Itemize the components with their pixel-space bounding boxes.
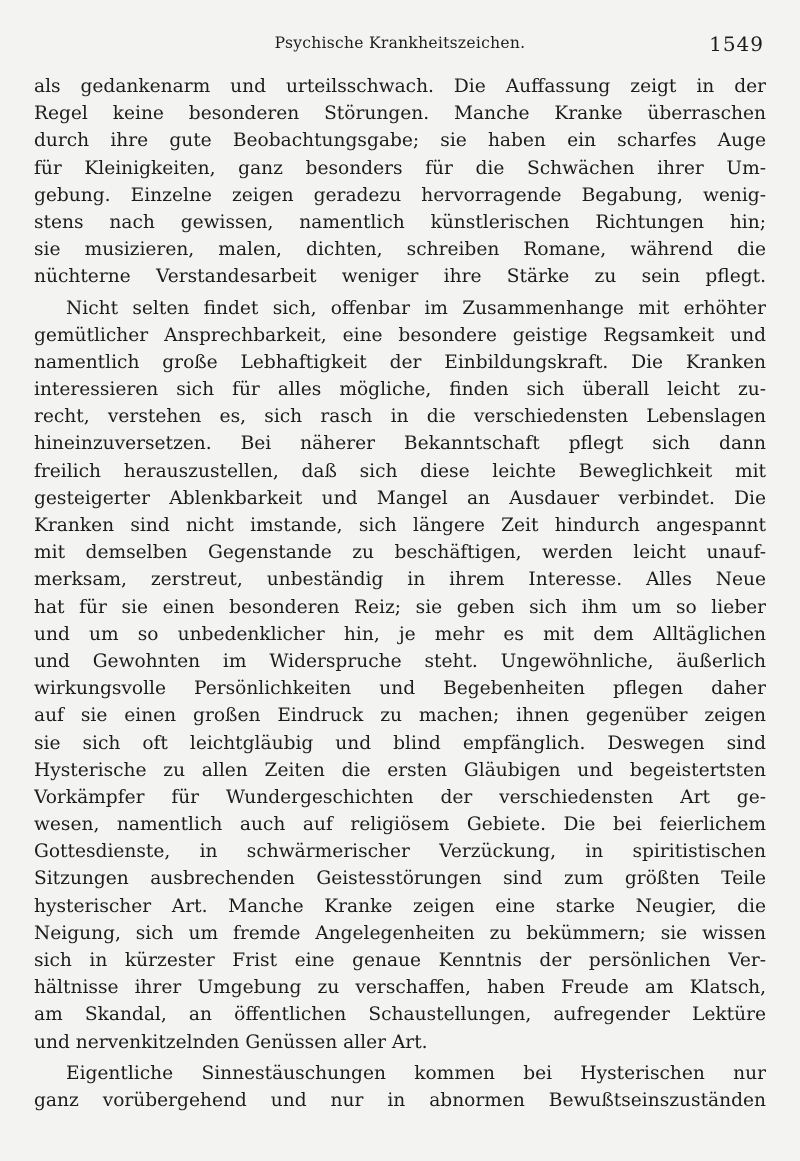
- text-line: nüchterne Verstandesarbeit weniger ihre Stärke zu sein pflegt.: [34, 266, 766, 288]
- text-line: und um so unbedenklicher hin, je mehr es mit dem Alltäglichen: [34, 623, 766, 645]
- text-line: Kranken sind nicht imstande, sich längere Zeit hindurch angespannt: [34, 515, 766, 536]
- text-line: stens nach gewissen, namentlich künstlerischen Richtungen hin;: [34, 211, 766, 233]
- text-line: gemütlicher Ansprechbarkeit, eine besondere geistige Regsamkeit und: [34, 324, 766, 346]
- text-line: sich in kürzester Frist eine genaue Kenntnis der persönlichen Ver-: [34, 950, 766, 971]
- text-line: Gottesdienste, in schwärmerischer Verzückung, in spiritistischen: [34, 841, 766, 863]
- text-line: und nervenkitzelnden Genüssen aller Art.: [34, 1031, 428, 1053]
- text-line: Vorkämpfer für Wundergeschichten der verschiedensten Art ge-: [34, 786, 766, 808]
- text-line: hineinzuversetzen. Bei näherer Bekanntschaft pflegt sich dann: [34, 433, 766, 455]
- text-line: gebung. Einzelne zeigen geradezu hervorragende Begabung, wenig-: [34, 184, 766, 206]
- paragraph-3: [34, 1060, 766, 1114]
- text-line: recht, verstehen es, sich rasch in die verschiedensten Lebenslagen: [34, 406, 766, 428]
- text-line: merksam, zerstreut, unbeständig in ihrem Interesse. Alles Neue: [34, 569, 766, 591]
- text-line: hat für sie einen besonderen Reiz; sie geben sich ihm um so lieber: [34, 596, 766, 618]
- text-line: hältnisse ihrer Umgebung zu verschaffen, haben Freude am Klatsch,: [34, 977, 766, 999]
- text-line: sie sich oft leichtgläubig und blind empfänglich. Deswegen sind: [34, 732, 766, 754]
- text-line: als gedankenarm und urteilsschwach. Die Auffassung zeigt in der: [34, 76, 766, 97]
- text-line: hysterischer Art. Manche Kranke zeigen eine starke Neugier, die: [34, 895, 766, 917]
- text-line: auf sie einen großen Eindruck zu machen; ihnen gegenüber zeigen: [34, 705, 766, 727]
- paragraph-1: [34, 73, 766, 291]
- text-line: mit demselben Gegenstande zu beschäftigen, werden leicht unauf-: [34, 542, 766, 564]
- text-line: Eigentliche Sinnestäuschungen kommen bei Hysterischen nur: [66, 1062, 766, 1084]
- text-line: interessieren sich für alles mögliche, finden sich überall leicht zu-: [34, 379, 766, 401]
- text-line: für Kleinigkeiten, ganz besonders für die Schwächen ihrer Um-: [34, 157, 766, 179]
- text-line: sie musizieren, malen, dichten, schreiben Romane, während die: [34, 239, 766, 261]
- text-line: wesen, namentlich auch auf religiösem Gebiete. Die bei feierlichem: [34, 814, 766, 836]
- text-line: Nicht selten findet sich, offenbar im Zusammenhange mit erhöhter: [66, 297, 766, 319]
- page-number: 1549: [709, 32, 764, 56]
- text-line: wirkungsvolle Persönlichkeiten und Begebenheiten pflegen daher: [34, 678, 766, 700]
- paragraph-2: [34, 295, 766, 1056]
- text-line: freilich herauszustellen, daß sich diese leichte Beweglichkeit mit: [34, 460, 766, 482]
- text-line: Neigung, sich um fremde Angelegenheiten zu bekümmern; sie wissen: [34, 922, 766, 944]
- running-title: Psychische Krankheitszeichen.: [274, 34, 526, 52]
- text-line: namentlich große Lebhaftigkeit der Einbildungskraft. Die Kranken: [34, 351, 766, 373]
- body-text: [34, 73, 766, 1114]
- text-line: durch ihre gute Beobachtungsgabe; sie haben ein scharfes Auge: [34, 130, 766, 152]
- text-line: gesteigerter Ablenkbarkeit und Mangel an Ausdauer verbindet. Die: [34, 487, 766, 509]
- page-header: [0, 32, 800, 62]
- text-line: am Skandal, an öffentlichen Schaustellungen, aufregender Lektüre: [34, 1004, 766, 1026]
- text-line: und Gewohnten im Widerspruche steht. Ungewöhnliche, äußerlich: [34, 650, 766, 672]
- text-line: ganz vorübergehend und nur in abnormen Bewußtseinszuständen: [34, 1089, 766, 1111]
- text-line: Sitzungen ausbrechenden Geistesstörungen sind zum größten Teile: [34, 868, 766, 890]
- text-line: Regel keine besonderen Störungen. Manche Kranke überraschen: [34, 103, 766, 125]
- text-line: Hysterische zu allen Zeiten die ersten Gläubigen und begeistertsten: [34, 759, 766, 781]
